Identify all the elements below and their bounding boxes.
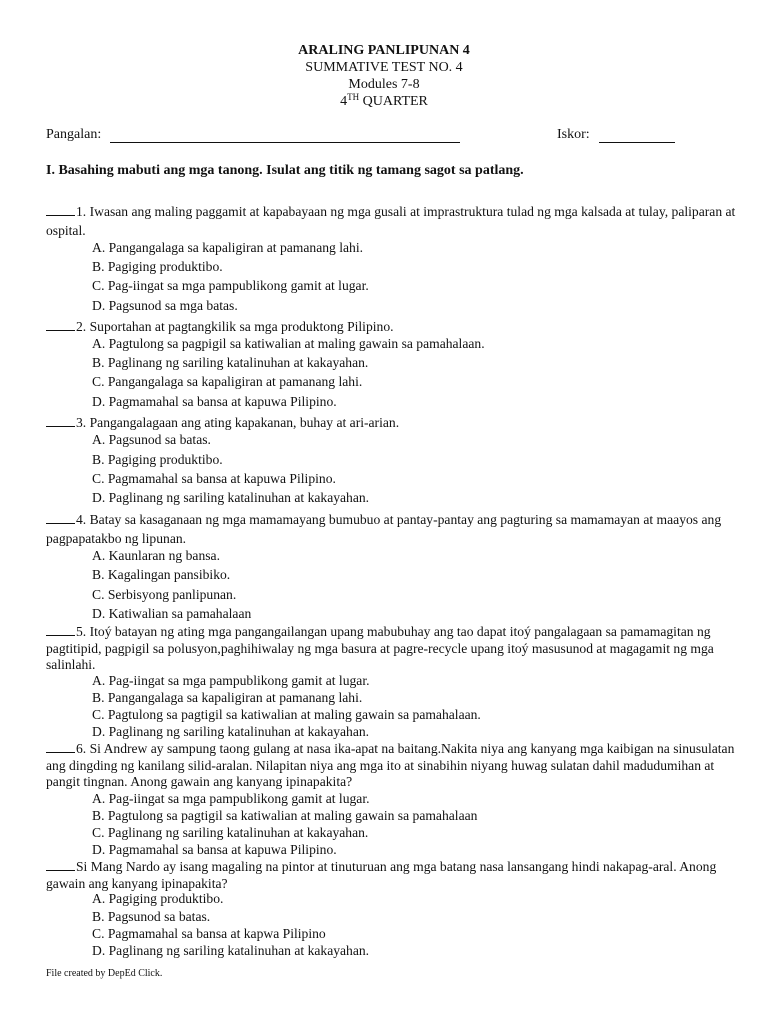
modules-label: Modules 7-8 [348,77,420,92]
option-item: B. Pagiging produktibo. [92,452,223,467]
student-info-row [46,127,686,147]
option-item: D. Pagmamahal sa bansa at kapuwa Pilipino. [92,842,337,857]
option-item: B. Kagalingan pansibiko. [92,567,231,582]
option-item: D. Paglinang ng sariling katalinuhan at kakayahan. [92,943,370,958]
answer-blank[interactable] [46,203,75,216]
question-item [46,740,736,791]
option-item: C. Pagmamahal sa bansa at kapwa Pilipino [92,926,326,941]
document-header [0,42,768,110]
option-item: C. Pag-iingat sa mga pampublikong gamit at lugar. [92,278,369,293]
question-text: 5. Itoý batayan ng ating mga pangangailangan upang mabubuhay ang tao dapat itoý pangalagaan sa pamamagitan ng pagtitipid, pagpigil sa polusyon,paghihiwalay ng mga basura at pagre-recycle upang itoý masusunod at magagamit ng mga salinlahi. [46,624,714,672]
quarter-number: 4 [340,94,348,109]
question-text: 1. Iwasan ang maling paggamit at kapabayaan ng mga gusali at imprastruktura tulad ng mga kalsada at tulay, paliparan at ospital. [46,204,736,238]
answer-blank[interactable] [46,740,75,753]
option-item: D. Pagsunod sa mga batas. [92,298,238,313]
option-item: D. Pagmamahal sa bansa at kapuwa Pilipino. [92,394,337,409]
option-item: B. Pangangalaga sa kapaligiran at pamanang lahi. [92,690,363,705]
option-item: A. Pag-iingat sa mga pampublikong gamit at lugar. [92,673,370,688]
score-field[interactable] [599,142,675,143]
question-item [46,623,736,674]
option-item: B. Pagtulong sa pagtigil sa katiwalian at maling gawain sa pamahalaan [92,808,478,823]
option-item: A. Pangangalaga sa kapaligiran at pamanang lahi. [92,240,364,255]
option-item: D. Katiwalian sa pamahalaan [92,606,252,621]
option-item: C. Serbisyong panlipunan. [92,587,237,602]
name-label: Pangalan: [46,127,102,142]
question-text: 2. Suportahan at pagtangkilik sa mga produktong Pilipino. [76,319,394,334]
quarter-label [0,93,768,110]
question-item [46,510,736,548]
option-item: D. Paglinang ng sariling katalinuhan at kakayahan. [92,724,370,739]
answer-blank[interactable] [46,858,75,871]
option-item: A. Pagsunod sa batas. [92,432,211,447]
name-field[interactable] [110,142,460,143]
subject-title: ARALING PANLIPUNAN 4 [298,43,470,58]
option-item: B. Pagiging produktibo. [92,259,223,274]
option-item: A. Pagtulong sa pagpigil sa katiwalian at maling gawain sa pamahalaan. [92,336,485,351]
question-text: 4. Batay sa kasaganaan ng mga mamamayang bumubuo at pantay-pantay ang pagturing sa mamamayan at maayos ang pagpapatakbo ng lipunan. [46,512,722,546]
option-item: C. Pangangalaga sa kapaligiran at pamanang lahi. [92,374,363,389]
instruction-heading: I. Basahing mabuti ang mga tanong. Isulat ang titik ng tamang sagot sa patlang. [46,163,524,178]
answer-blank[interactable] [46,318,75,331]
option-item: B. Pagsunod sa batas. [92,909,211,924]
question-text: Si Mang Nardo ay isang magaling na pintor at tinuturuan ang mga batang nasa lansangang hindi nakapag-aral. Anong gawain ang kanyang ipinapakita? [46,859,717,891]
score-label: Iskor: [557,127,590,142]
quarter-superscript: TH [347,92,360,102]
option-item: A. Pag-iingat sa mga pampublikong gamit at lugar. [92,791,370,806]
option-item: C. Paglinang ng sariling katalinuhan at kakayahan. [92,825,369,840]
question-item [46,858,736,892]
question-text: 3. Pangangalagaan ang ating kapakanan, buhay at ari-arian. [76,415,400,430]
footer-credit: File created by DepEd Click. [46,968,163,979]
question-item [46,413,736,432]
option-item: C. Pagmamahal sa bansa at kapuwa Pilipino. [92,471,336,486]
option-item: C. Pagtulong sa pagtigil sa katiwalian at maling gawain sa pamahalaan. [92,707,481,722]
answer-blank[interactable] [46,511,75,524]
question-item [46,317,736,336]
option-item: A. Pagiging produktibo. [92,891,224,906]
option-item: B. Paglinang ng sariling katalinuhan at kakayahan. [92,355,369,370]
option-item: A. Kaunlaran ng bansa. [92,548,220,563]
question-text: 6. Si Andrew ay sampung taong gulang at nasa ika-apat na baitang.Nakita niya ang kanyang mga kaibigan na sinusulatan ang dingding ng kanilang silid-aralan. Nilapitan niya ang mga ito at sinabihin niyang huwag sulatan dahil madudumihan at pangit tingnan. Anong gawain ang kanyang ipinapakita? [46,741,735,789]
test-title: SUMMATIVE TEST NO. 4 [305,60,463,75]
answer-blank[interactable] [46,414,75,427]
quarter-word: QUARTER [359,94,428,109]
option-item: D. Paglinang ng sariling katalinuhan at kakayahan. [92,490,370,505]
question-item [46,202,736,240]
answer-blank[interactable] [46,623,75,636]
